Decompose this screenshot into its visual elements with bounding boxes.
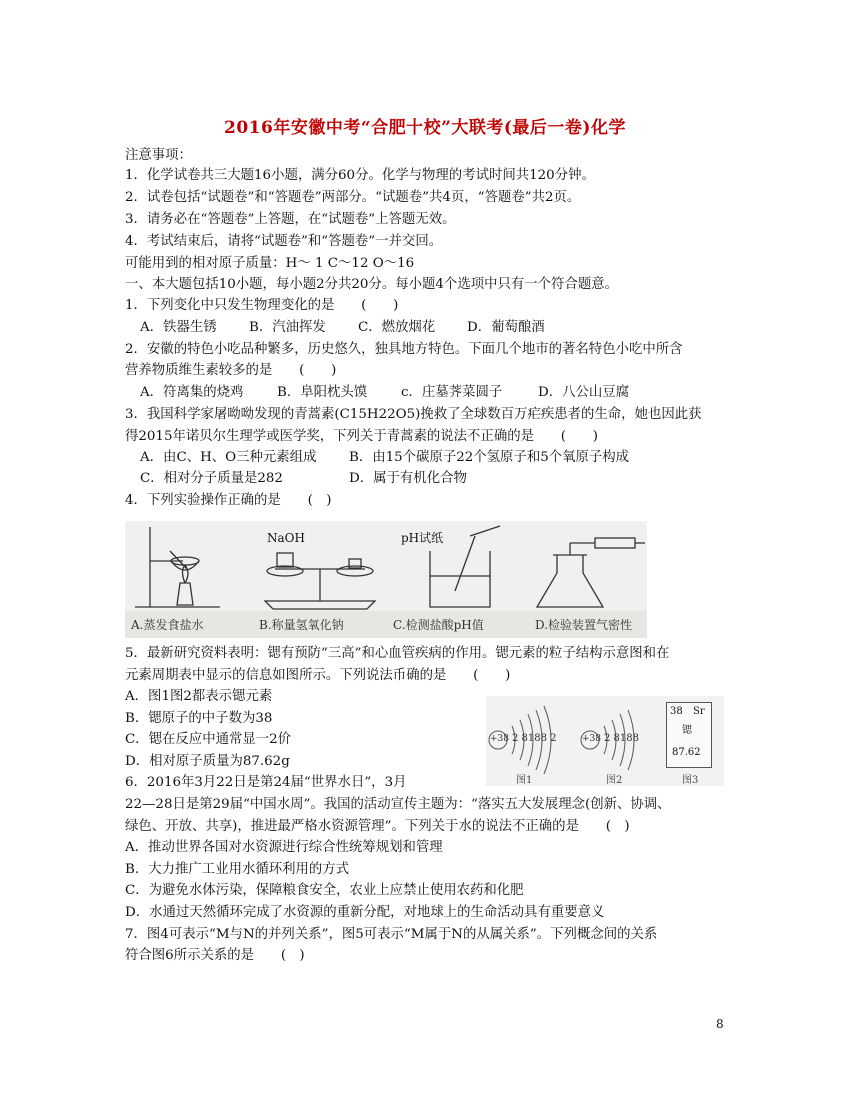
q3-option-c: C．相对分子质量是282 — [140, 471, 283, 486]
q7-line-1: 7．图4可表示“M与N的并列关系”，图5可表示“M属于N的从属关系”。下列概念间的关系 — [125, 927, 658, 942]
fig2-shells: 2 8188 — [604, 733, 639, 744]
q6-option-d: D．水通过天然循环完成了水资源的重新分配，对地球上的生命活动具有重要意义 — [125, 905, 605, 920]
caption-b: B.称量氢氧化钠 — [259, 618, 344, 632]
page-number: 8 — [716, 1017, 724, 1031]
lab-operations-figure — [125, 521, 647, 638]
fig1-caption: 图1 — [516, 775, 533, 786]
notice-item-3: 3．请务必在“答题卷”上答题，在“试题卷”上答题无效。 — [125, 212, 456, 227]
q2-option-d: D．八公山豆腐 — [538, 385, 630, 400]
naoh-label: NaOH — [267, 531, 305, 545]
q1-option-d: D．葡萄酿酒 — [467, 320, 545, 335]
q5-option-c: C．锶在反应中通常显一2价 — [125, 732, 292, 747]
q3-line-1: 3．我国科学家屠呦呦发现的青蒿素(C15H22O5)挽救了全球数百万疟疾患者的生命，她也因此获 — [125, 407, 702, 422]
fig2-caption: 图2 — [606, 775, 623, 786]
q1-option-a: A．铁器生锈 — [140, 320, 217, 335]
q6-line-3: 绿色、开放、共享)，推进最严格水资源管理”。下列关于水的说法不正确的是 ( ) — [125, 819, 630, 834]
section-heading: 一、本大题包括10小题，每小题2分共20分。每小题4个选项中只有一个符合题意。 — [125, 277, 619, 292]
element-number: 38 — [670, 706, 683, 717]
element-name: 锶 — [682, 725, 692, 736]
strontium-figure — [486, 696, 724, 786]
notice-item-2: 2．试卷包括“试题卷”和“答题卷”两部分。“试题卷”共4页，“答题卷”共2页。 — [125, 190, 581, 205]
q4-stem: 4．下列实验操作正确的是 ( ) — [125, 493, 332, 508]
notice-item-1: 1．化学试卷共三大题16小题，满分60分。化学与物理的考试时间共120分钟。 — [125, 168, 595, 183]
q2-line-2: 营养物质维生素较多的是 ( ) — [125, 363, 337, 378]
ph-paper — [470, 526, 500, 536]
element-symbol: Sr — [693, 706, 705, 717]
q6-option-b: B．大力推广工业用水循环利用的方式 — [125, 862, 350, 877]
conical-flask — [537, 555, 603, 607]
ph-paper-label: pH试纸 — [401, 531, 444, 545]
q5-option-a: A．图1图2都表示锶元素 — [125, 689, 273, 704]
fig2-nucleus: +38 — [582, 734, 601, 744]
caption-a: A.蒸发食盐水 — [131, 618, 204, 632]
q7-line-2: 符合图6所示关系的是 ( ) — [125, 948, 305, 963]
notice-heading: 注意事项： — [125, 148, 192, 163]
q6-option-a: A．推动世界各国对水资源进行综合性统筹规划和管理 — [125, 840, 443, 855]
syringe — [595, 538, 635, 548]
q1-option-b: B．汽油挥发 — [249, 320, 326, 335]
q2-option-b: B．阜阳枕头馍 — [277, 385, 368, 400]
q5-line-2: 元素周期表中显示的信息如图所示。下列说法币确的是 ( ) — [125, 668, 511, 683]
atomic-mass-line: 可能用到的相对原子质量：H～ 1 C～12 O～16 — [125, 256, 415, 271]
q1-stem: 1．下列变化中只发生物理变化的是 ( ) — [125, 298, 399, 313]
fig3-caption: 图3 — [682, 775, 699, 786]
q5-line-1: 5．最新研究资料表明：锶有预防“三高”和心血管疾病的作用。锶元素的粒子结构示意图和在 — [125, 646, 670, 661]
element-mass: 87.62 — [672, 747, 701, 758]
q6-line-2: 22—28日是第29届“中国水周”。我国的活动宣传主题为：“落实五大发展理念(创新、协调、 — [125, 797, 671, 812]
q3-option-d: D．属于有机化合物 — [349, 471, 467, 486]
q5-option-b: B．锶原子的中子数为38 — [125, 711, 273, 726]
fig1-shells: 2 8188 2 — [512, 733, 557, 744]
caption-d: D.检验装置气密性 — [535, 618, 633, 632]
balance-base — [265, 601, 375, 609]
alcohol-lamp — [177, 583, 193, 605]
q2-line-1: 2．安徽的特色小吃品种繁多，历史悠久，独具地方特色。下面几个地市的著名特色小吃中所含 — [125, 342, 683, 357]
notice-item-4: 4．考试结束后，请将“试题卷”和“答题卷”一并交回。 — [125, 234, 443, 249]
q6-line-1: 6．2016年3月22日是第24届“世界水日”，3月 — [125, 775, 407, 790]
fig1-nucleus: +38 — [490, 734, 509, 744]
naoh-pile — [277, 553, 293, 567]
q3-option-b: B．由15个碳原子22个氢原子和5个氧原子构成 — [349, 450, 630, 465]
q1-option-c: C．燃放烟花 — [358, 320, 436, 335]
glass-rod — [455, 536, 475, 591]
q3-line-2: 得2015年诺贝尔生理学或医学奖，下列关于青蒿素的说法不正确的是 ( ) — [125, 429, 599, 444]
q5-option-d: D．相对原子质量为87.62g — [125, 754, 290, 769]
q6-option-c: C．为避免水体污染，保障粮食安全，农业上应禁止使用农药和化肥 — [125, 883, 524, 898]
q2-option-a: A．符离集的烧鸡 — [140, 385, 244, 400]
page-title: 2016年安徽中考“合肥十校”大联考(最后一卷)化学 — [224, 118, 626, 138]
q2-option-c: c．庄墓荠菜圆子 — [401, 385, 503, 400]
caption-c: C.检测盐酸pH值 — [393, 618, 484, 632]
periodic-table-cell — [666, 702, 712, 768]
q3-option-a: A．由C、H、O三种元素组成 — [140, 450, 317, 465]
